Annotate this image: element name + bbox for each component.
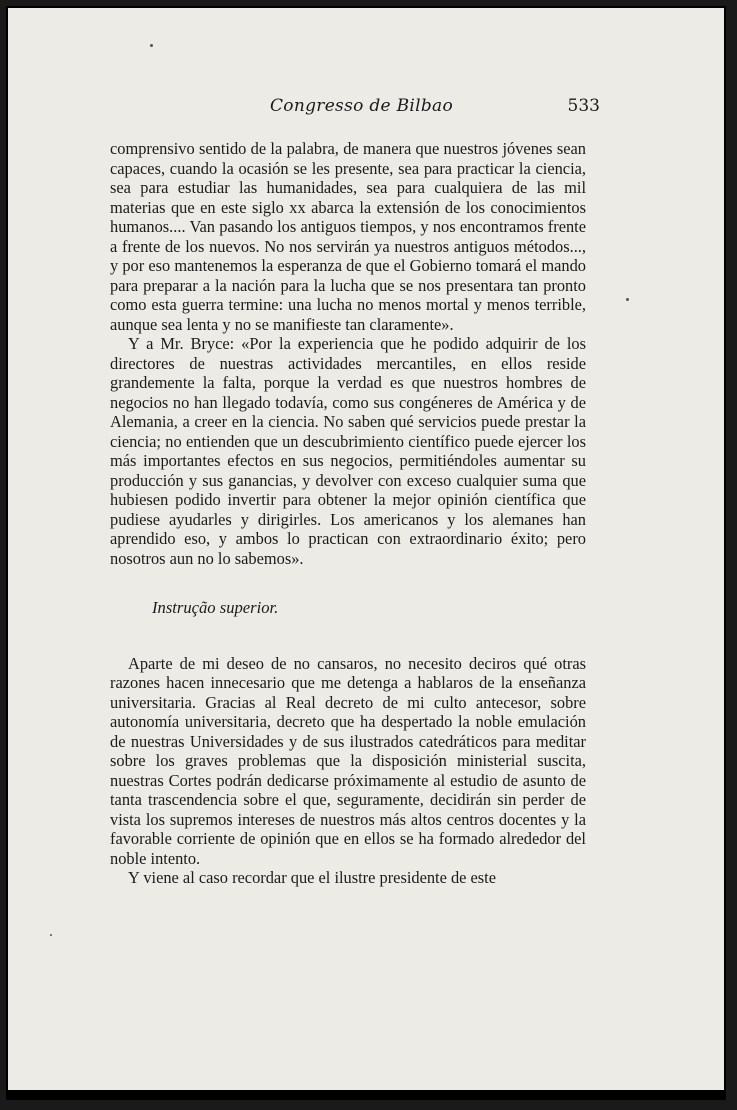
ink-speck [150, 44, 153, 47]
scanned-page [6, 6, 726, 1100]
body-text [110, 139, 586, 888]
running-title: Congresso de Bilbao [270, 96, 454, 116]
paragraph: comprensivo sentido de la palabra, de manera que nuestros jóvenes sean capaces, cuando la ocasión se les presente, sea para practicar la ciencia, sea para estudiar las humanidades, sea para cualquiera de las mil materias que en este siglo xx abarca la extensión de los conocimientos humanos.... Van pasando los antiguos tiempos, y nos encontramos frente a frente de los nuevos. No nos servirán ya nuestros antiguos métodos..., y por eso mantenemos la esperanza de que el Gobierno tomará el mando para preparar a la nación para la lucha que se nos presentara tan pronto como esta guerra termine: una lucha no menos mortal y menos terrible, aunque sea lenta y no se manifieste tan claramente». [110, 139, 586, 334]
section-heading: Instrução superior. [152, 598, 279, 617]
page-header [110, 96, 600, 120]
paragraph: Y viene al caso recordar que el ilustre presidente de este [128, 868, 497, 887]
ink-speck [50, 934, 52, 936]
scan-bottom-edge [8, 1090, 724, 1098]
page-number: 533 [567, 96, 600, 116]
paragraph: Aparte de mi deseo de no cansaros, no necesito deciros qué otras razones hacen innecesario que me detenga a hablaros de la enseñanza universitaria. Gracias al Real decreto de mi culto antecesor, sobre autonomía universitaria, decreto que ha despertado la noble emulación de nuestras Universidades y de sus ilustrados catedráticos para meditar sobre los graves problemas que la disposición ministerial suscita, nuestras Cortes podrán dedicarse próximamente al estudio de asunto de tanta trascendencia sobre el que, seguramente, decidirán sin perder de vista los supremos intereses de nuestros más altos centros docentes y la favorable corriente de opinión que en ellos se ha formado alrededor del noble intento. [110, 653, 586, 868]
paragraph: Y a Mr. Bryce: «Por la experiencia que he podido adquirir de los directores de nuestras actividades mercantiles, en ellos reside grandemente la falta, porque la verdad es que nuestros hombres de negocios no han llegado todavía, como sus congéneres de América y de Alemania, a creer en la ciencia. No saben qué servicios puede prestar la ciencia; no entienden que un descubrimiento científico puede ejercer los más importantes efectos en sus negocios, permitiéndoles aumentar su producción y sus ganancias, y devolver con exceso cualquier suma que hubiesen podido invertir para obtener la mejor opinión científica que pudiese ayudarles y dirigirles. Los americanos y los alemanes han aprendido eso, y ambos lo practican con extraordinario éxito; pero nosotros aun no lo sabemos». [110, 334, 586, 568]
ink-speck [626, 298, 629, 301]
